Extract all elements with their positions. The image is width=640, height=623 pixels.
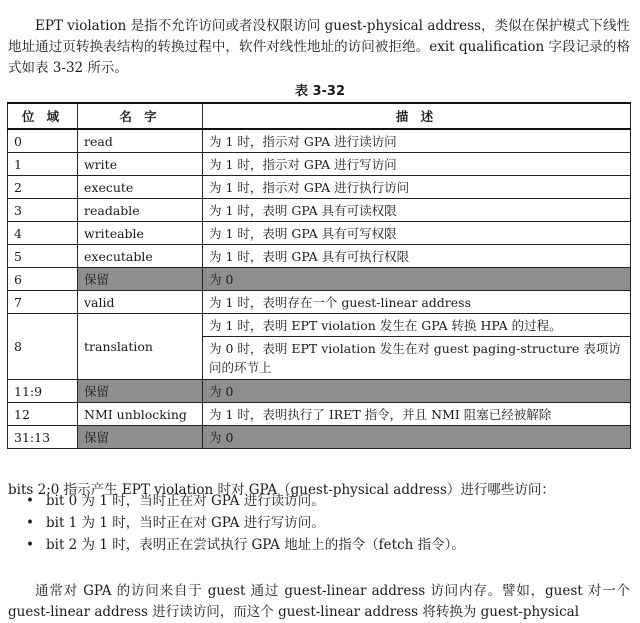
cell-desc: 为 1 时，指示对 GPA 进行执行访问: [203, 176, 631, 199]
cell-name: execute: [78, 176, 203, 199]
cell-desc: 为 0: [203, 426, 631, 449]
table-header-row: [8, 103, 631, 129]
cell-bits: 6: [8, 268, 78, 291]
cell-desc-alt: 为 0 时，表明 EPT violation 发生在对 guest paging-structure 表项访问的环节上: [203, 337, 631, 380]
cell-desc: 为 1 时，指示对 GPA 进行写访问: [203, 153, 631, 176]
cell-name: writeable: [78, 222, 203, 245]
outro-paragraph: 通常对 GPA 的访问来自于 guest 通过 guest-linear address 访问内存。譬如，guest 对一个 guest-linear address 进行读访问，而这个 guest-linear address 将转换为 guest-physical: [8, 582, 630, 620]
table-row: [8, 403, 631, 426]
list-item: • bit 2 为 1 时，表明正在尝试执行 GPA 地址上的指令（fetch 指令）。: [8, 534, 465, 556]
table-row-reserved: [8, 268, 631, 291]
cell-name: write: [78, 153, 203, 176]
table-row: [8, 291, 631, 314]
cell-bits: 1: [8, 153, 78, 176]
table-row: [8, 222, 631, 245]
table-row-reserved: [8, 426, 631, 449]
cell-bits: 11:9: [8, 380, 78, 403]
table-row-reserved: [8, 380, 631, 403]
cell-name: translation: [78, 314, 203, 380]
cell-name: 保留: [78, 268, 203, 291]
cell-bits: 5: [8, 245, 78, 268]
table-row: [8, 314, 631, 337]
cell-bits: 31:13: [8, 426, 78, 449]
list-item: • bit 1 为 1 时，当时正在对 GPA 进行写访问。: [8, 512, 465, 534]
cell-desc: 为 1 时，表明 GPA 具有可执行权限: [203, 245, 631, 268]
cell-desc: 为 0: [203, 380, 631, 403]
cell-name: NMI unblocking: [78, 403, 203, 426]
cell-bits: 3: [8, 199, 78, 222]
header-bits: 位 域: [8, 103, 78, 129]
header-description: 描 述: [203, 103, 631, 129]
header-name: 名 字: [78, 103, 203, 129]
bullet-list: [8, 490, 465, 556]
list-item: • bit 0 为 1 时，当时正在对 GPA 进行读访问。: [8, 490, 465, 512]
cell-desc: 为 1 时，表明 EPT violation 发生在 GPA 转换 HPA 的过程。: [203, 314, 631, 337]
cell-name: 保留: [78, 380, 203, 403]
table-caption: 表 3-32: [294, 84, 346, 99]
intro-paragraph: EPT violation 是指不允许访问或者没权限访问 guest-physical address，类似在保护模式下线性地址通过页转换表结构的转换过程中，软件对线性地址的访问被拒绝。exit qualification 字段记录的格式如表 3-32 所示。: [8, 17, 630, 76]
table-row: [8, 245, 631, 268]
exit-qualification-table: [7, 102, 631, 449]
cell-bits: 0: [8, 129, 78, 153]
summary-paragraph: bits 2:0 指示产生 EPT violation 时对 GPA（guest-physical address）进行哪些访问：: [8, 481, 555, 498]
cell-desc: 为 1 时，表明存在一个 guest-linear address: [203, 291, 631, 314]
cell-name: 保留: [78, 426, 203, 449]
cell-name: readable: [78, 199, 203, 222]
cell-desc: 为 1 时，表明 GPA 具有可写权限: [203, 222, 631, 245]
cell-name: valid: [78, 291, 203, 314]
cell-name: executable: [78, 245, 203, 268]
cell-bits: 4: [8, 222, 78, 245]
cell-bits: 2: [8, 176, 78, 199]
cell-desc: 为 1 时，指示对 GPA 进行读访问: [203, 129, 631, 153]
cell-desc: 为 1 时，表明 GPA 具有可读权限: [203, 199, 631, 222]
table-row: [8, 153, 631, 176]
cell-name: read: [78, 129, 203, 153]
cell-desc: 为 0: [203, 268, 631, 291]
cell-desc: 为 1 时，表明执行了 IRET 指令，并且 NMI 阻塞已经被解除: [203, 403, 631, 426]
cell-bits: 12: [8, 403, 78, 426]
cell-bits: 7: [8, 291, 78, 314]
table-row: [8, 199, 631, 222]
table-row: [8, 129, 631, 153]
table-row: [8, 176, 631, 199]
cell-bits: 8: [8, 314, 78, 380]
